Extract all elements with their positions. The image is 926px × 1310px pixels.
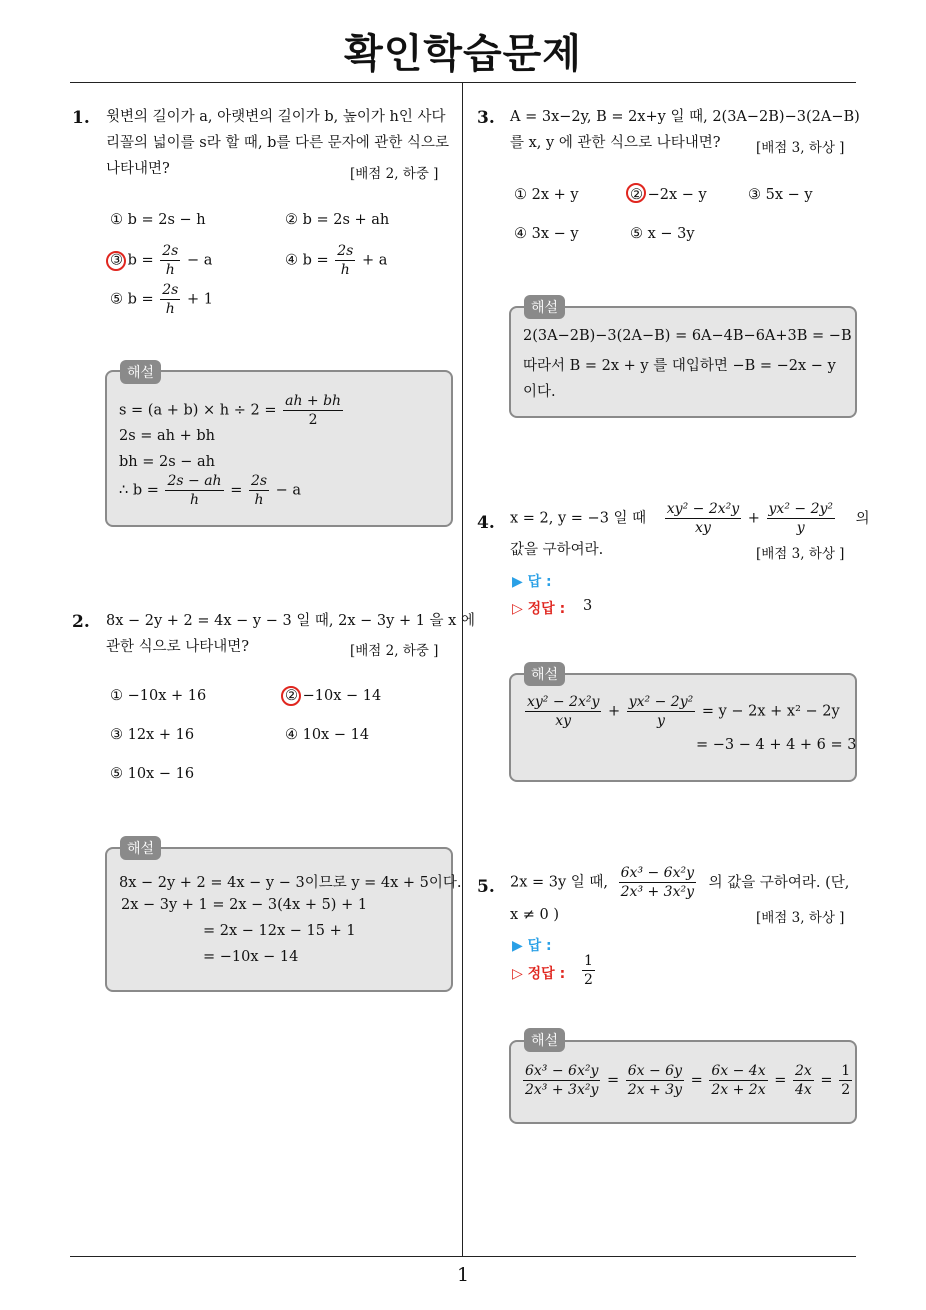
choice-2[interactable]: ② −2x − y [630,187,707,203]
choice-1[interactable]: ① 2x + y [514,187,579,203]
question-text-line: 관한 식으로 나타내면? [106,639,250,655]
explanation-line: bh = 2s − ah [119,454,216,470]
question-number: 1. [72,108,90,128]
explanation-line: 2s = ah + bh [119,428,216,444]
explanation-tag: 해설 [524,1028,565,1052]
choice-text: − a [186,252,213,269]
page-number: 1 [456,1264,470,1286]
explanation-box [509,306,857,418]
column-divider [462,83,463,1256]
score-label: [배점 3, 하상 ] [756,910,845,926]
explanation-line: ∴ b = $\frac{2s - ah}{h}$ = $\frac{2s}{h}$ − a [119,473,302,508]
explanation-line: s = (a + b) × h ÷ 2 = $\frac{ah + bh}{2}$ [119,393,342,428]
answer-mark-circle [281,686,301,706]
explanation-line: 따라서 B = 2x + y 를 대입하면 −B = −2x − y [523,358,836,374]
score-label: [배점 2, 하중 ] [350,166,439,182]
explanation-line: 8x − 2y + 2 = 4x − y − 3이므로 y = 4x + 5이다. [119,875,462,891]
choice-2[interactable]: ② −10x − 14 [285,688,382,704]
question-number: 5. [477,877,495,897]
correct-answer-value: 3 [583,598,593,614]
fraction: $\frac{2s}{h}$ [162,282,179,317]
choice-text: + a [361,252,388,269]
explanation-tag: 해설 [120,360,161,384]
question-text-line: 값을 구하여라. [510,542,604,558]
choice-2[interactable]: ② b = 2s + ah [285,212,390,228]
choice-4[interactable]: ④ 10x − 14 [285,727,370,743]
question-text-line: 2x = 3y 일 때, $\frac{\text{6x³ − 6x²y}}{\text{2x³ + 3x²y}}$ 의 값을 구하여라. (단, [510,865,850,900]
bottom-rule [70,1256,856,1257]
explanation-line: 2(3A−2B)−3(2A−B) = 6A−4B−6A+3B = −B [523,328,852,344]
choice-3[interactable]: ③ 5x − y [748,187,813,203]
question-number: 2. [72,612,90,632]
explanation-line: = 2x − 12x − 15 + 1 [203,923,356,939]
question-text-line: 윗변의 길이가 a, 아랫변의 길이가 b, 높이가 h인 사다 [106,109,446,125]
score-label: [배점 3, 하상 ] [756,140,845,156]
question-number: 4. [477,513,495,533]
top-rule [70,82,856,83]
correct-answer-label: ▷ 정답 : [512,601,566,617]
score-label: [배점 2, 하중 ] [350,643,439,659]
correct-answer-label: ▷ 정답 : [512,966,566,982]
answer-input-label[interactable]: ▶ 답 : [512,938,552,954]
choice-1[interactable]: ① b = 2s − h [110,212,206,228]
choice-5[interactable]: ⑤ 10x − 16 [110,766,195,782]
explanation-box [105,847,462,992]
fraction: $\frac{2s}{h}$ [162,243,179,278]
score-label: [배점 3, 하상 ] [756,546,845,562]
answer-input-label[interactable]: ▶ 답 : [512,574,552,590]
question-text-line: 8x − 2y + 2 = 4x − y − 3 일 때, 2x − 3y + 1 을 x 에 [106,613,475,629]
choice-4[interactable] [285,242,387,279]
explanation-line: = −10x − 14 [203,949,299,965]
explanation-tag: 해설 [524,662,565,686]
explanation-line: $\frac{\text{6x³ − 6x²y}}{\text{2x³ + 3x²y}}$ = $\frac{6x - 6y}{2x + 3y}$ = $\frac{6x - 4x}{2x + 2x}$ = $\frac{2x}{4x}$ = $\frac{1}{2}$ [525,1063,851,1098]
choice-5[interactable]: ⑤ x − 3y [630,226,695,242]
correct-answer-value: $\frac{1}{2}$ [584,953,593,988]
choice-4[interactable]: ④ 3x − y [514,226,579,242]
question-number: 3. [477,108,495,128]
explanation-tag: 해설 [120,836,161,860]
question-text-line: 리꼴의 넓이를 s라 할 때, b를 다른 문자에 관한 식으로 [106,135,449,151]
answer-mark-circle [626,183,646,203]
explanation-box [509,673,857,782]
explanation-line: = −3 − 4 + 4 + 6 = 3 [696,737,857,753]
explanation-line: 이다. [523,384,556,400]
answer-mark-circle [106,251,126,271]
fraction: $\frac{2s}{h}$ [337,243,354,278]
explanation-box [509,1040,857,1124]
question-text-line: A = 3x−2y, B = 2x+y 일 때, 2(3A−2B)−3(2A−B) [510,109,860,125]
choice-5[interactable] [110,281,213,318]
question-text-line: x ≠ 0 ) [510,907,560,923]
choice-text: ⑤ b = [110,291,154,308]
choice-1[interactable]: ① −10x + 16 [110,688,207,704]
choice-text: ③ b = [110,252,154,269]
explanation-box [105,370,453,527]
explanation-tag: 해설 [524,295,565,319]
page-title: 확인학습문제 [344,31,582,77]
choice-3[interactable]: ③ 12x + 16 [110,727,195,743]
choice-text: + 1 [186,291,213,308]
choice-text: ④ b = [285,252,329,269]
question-text-line: 를 x, y 에 관한 식으로 나타내면? [510,135,721,151]
question-text-line: x = 2, y = −3 일 때 $\frac{\text{xy² − 2x²y}}{xy}$ + $\frac{\text{yx² − 2y²}}{y}$ 의 [510,501,870,536]
explanation-line: 2x − 3y + 1 = 2x − 3(4x + 5) + 1 [121,897,368,913]
explanation-line: $\frac{\text{xy² − 2x²y}}{xy}$ + $\frac{\text{yx² − 2y²}}{y}$ = y − 2x + x² − 2y [527,694,840,729]
question-text-line: 나타내면? [106,161,170,177]
